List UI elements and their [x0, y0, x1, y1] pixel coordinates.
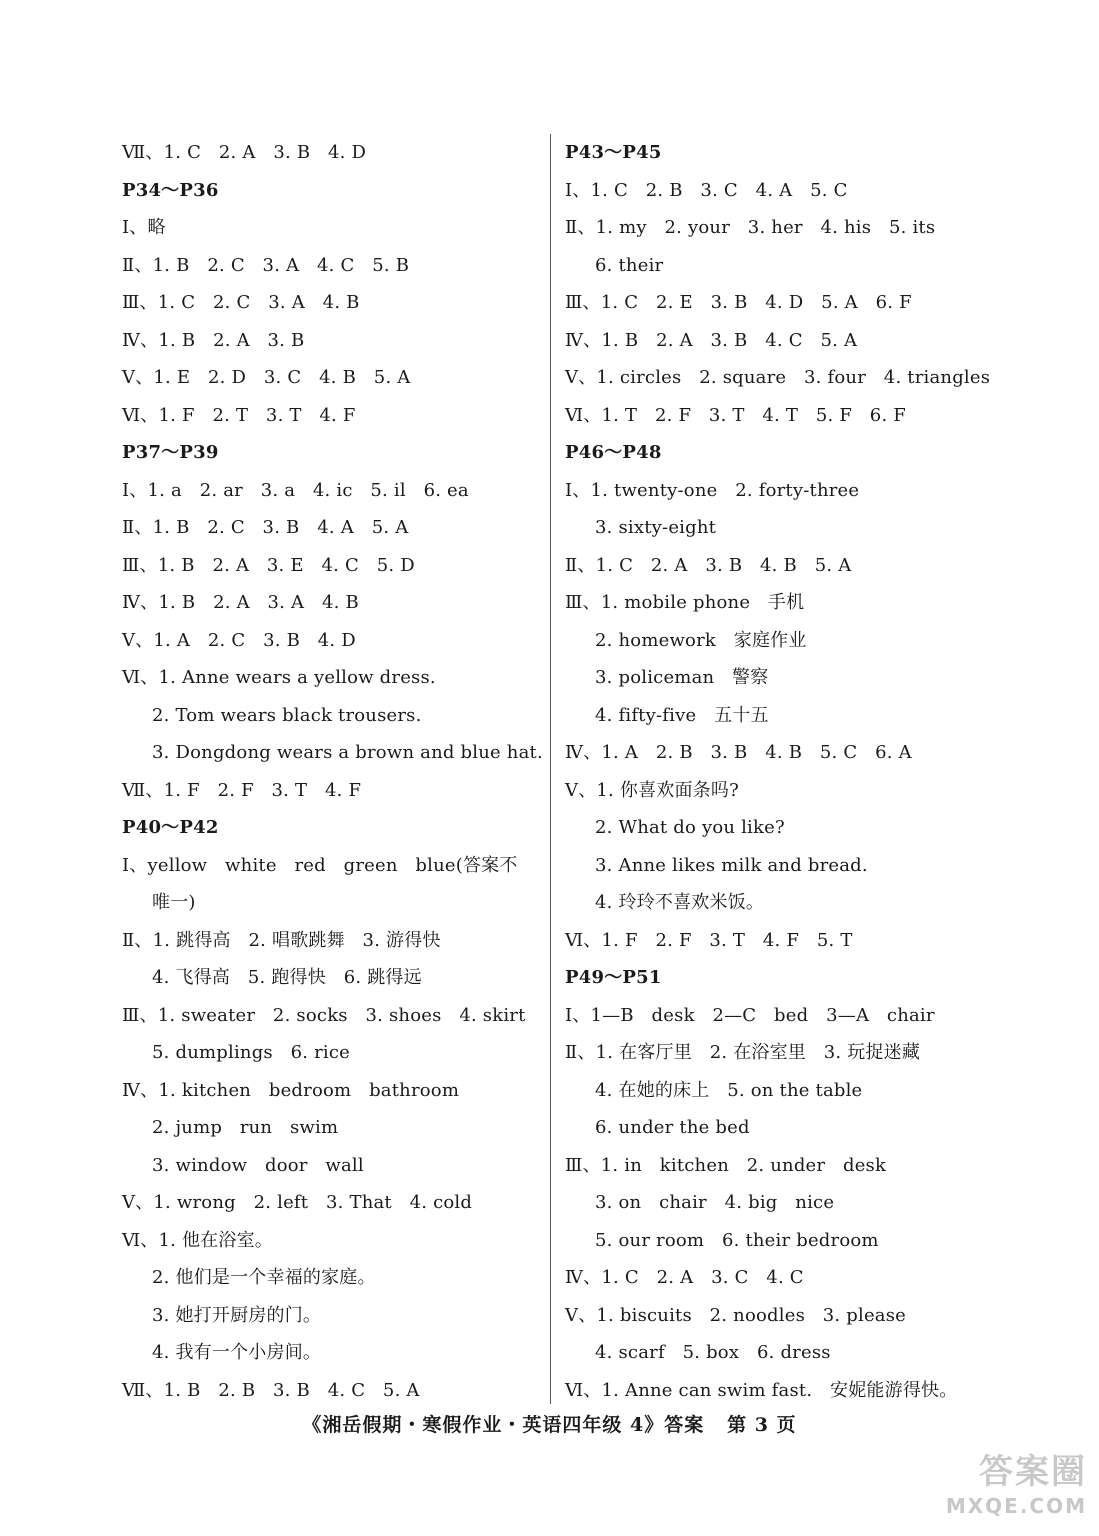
answer-line: 4. 在她的床上 5. on the table: [595, 1079, 863, 1101]
answer-line: 3. policeman 警察: [595, 667, 769, 688]
answer-line: Ⅰ、1. C 2. B 3. C 4. A 5. C: [565, 179, 848, 201]
right-column: [565, 134, 991, 1409]
answer-line: Ⅱ、1. 在客厅里 2. 在浴室里 3. 玩捉迷藏: [565, 1042, 921, 1063]
answer-line: 3. Anne likes milk and bread.: [595, 854, 868, 876]
answer-line: Ⅰ、1—B desk 2—C bed 3—A chair: [565, 1004, 935, 1026]
answer-line: 5. dumplings 6. rice: [152, 1042, 351, 1063]
answer-line: 6. their: [595, 254, 664, 276]
watermark-logo: [927, 1450, 1087, 1528]
answer-line: Ⅲ、1. B 2. A 3. E 4. C 5. D: [122, 554, 415, 576]
answer-line: Ⅶ、1. B 2. B 3. B 4. C 5. A: [122, 1379, 420, 1401]
answer-line: Ⅵ、1. Anne wears a yellow dress.: [122, 667, 436, 688]
answer-line: Ⅱ、1. C 2. A 3. B 4. B 5. A: [565, 554, 852, 576]
answer-line: Ⅲ、1. C 2. E 3. B 4. D 5. A 6. F: [565, 292, 912, 313]
watermark-url: MXQE.COM: [945, 1494, 1087, 1518]
answer-line: Ⅶ、1. C 2. A 3. B 4. D: [122, 142, 367, 163]
answer-line: 2. Tom wears black trousers.: [152, 704, 422, 726]
answer-line: 唯一): [152, 892, 196, 913]
column-divider: [550, 134, 551, 1404]
answer-line: Ⅵ、1. F 2. F 3. T 4. F 5. T: [565, 929, 853, 951]
answer-line: Ⅶ、1. F 2. F 3. T 4. F: [122, 779, 362, 801]
section-heading: P49～P51: [565, 967, 662, 988]
answer-line: Ⅵ、1. T 2. F 3. T 4. T 5. F 6. F: [565, 404, 906, 426]
answer-line: 3. window door wall: [152, 1154, 364, 1176]
section-heading: P43～P45: [565, 142, 662, 163]
answer-line: Ⅴ、1. A 2. C 3. B 4. D: [122, 629, 356, 651]
answer-line: Ⅲ、1. in kitchen 2. under desk: [565, 1154, 887, 1176]
answer-line: Ⅵ、1. Anne can swim fast. 安妮能游得快。: [565, 1379, 958, 1401]
answer-line: Ⅳ、1. B 2. A 3. A 4. B: [122, 592, 359, 613]
answer-line: Ⅴ、1. E 2. D 3. C 4. B 5. A: [122, 367, 411, 388]
answer-line: Ⅳ、1. C 2. A 3. C 4. C: [565, 1267, 804, 1288]
answer-line: Ⅲ、1. C 2. C 3. A 4. B: [122, 292, 360, 313]
answer-line: 2. homework 家庭作业: [595, 629, 807, 651]
answer-line: Ⅰ、yellow white red green blue(答案不: [122, 854, 518, 876]
section-heading: P46～P48: [565, 442, 662, 463]
answer-line: Ⅰ、略: [122, 217, 166, 238]
answer-line: 2. jump run swim: [152, 1117, 339, 1138]
answer-line: 3. Dongdong wears a brown and blue hat.: [152, 742, 543, 763]
answer-line: 3. 她打开厨房的门。: [152, 1304, 322, 1326]
section-heading: P37～P39: [122, 442, 219, 463]
answer-line: 3. sixty-eight: [595, 517, 717, 538]
answer-line: Ⅳ、1. B 2. A 3. B: [122, 329, 305, 351]
answer-line: Ⅳ、1. kitchen bedroom bathroom: [122, 1079, 460, 1101]
answer-line: Ⅵ、1. 他在浴室。: [122, 1229, 274, 1251]
answer-line: 4. fifty-five 五十五: [595, 704, 769, 726]
answer-line: Ⅲ、1. sweater 2. socks 3. shoes 4. skirt: [122, 1004, 526, 1026]
answer-line: Ⅴ、1. circles 2. square 3. four 4. triangles: [565, 367, 991, 388]
answer-line: 6. under the bed: [595, 1117, 750, 1138]
answer-line: 5. our room 6. their bedroom: [595, 1229, 879, 1251]
answer-line: Ⅱ、1. B 2. C 3. B 4. A 5. A: [122, 517, 409, 538]
left-column: [122, 134, 542, 1409]
answer-line: Ⅳ、1. A 2. B 3. B 4. B 5. C 6. A: [565, 742, 912, 763]
section-heading: P34～P36: [122, 179, 219, 201]
answer-line: Ⅱ、1. B 2. C 3. A 4. C 5. B: [122, 254, 410, 276]
answer-line: 4. 我有一个小房间。: [152, 1342, 322, 1363]
watermark-logo-text: 答案圈: [979, 1452, 1087, 1492]
answer-line: 4. scarf 5. box 6. dress: [595, 1342, 831, 1363]
answer-line: Ⅵ、1. F 2. T 3. T 4. F: [122, 404, 356, 426]
answer-line: 3. on chair 4. big nice: [595, 1192, 835, 1213]
answer-line: 4. 飞得高 5. 跑得快 6. 跳得远: [152, 967, 422, 988]
answer-line: 2. 他们是一个幸福的家庭。: [152, 1267, 376, 1288]
answer-line: Ⅴ、1. wrong 2. left 3. That 4. cold: [122, 1192, 473, 1213]
answer-line: Ⅴ、1. 你喜欢面条吗?: [565, 779, 739, 801]
answer-line: Ⅰ、1. a 2. ar 3. a 4. ic 5. il 6. ea: [122, 479, 469, 501]
answer-line: Ⅰ、1. twenty-one 2. forty-three: [565, 479, 860, 501]
answer-line: Ⅳ、1. B 2. A 3. B 4. C 5. A: [565, 329, 858, 351]
answer-line: Ⅲ、1. mobile phone 手机: [565, 592, 805, 613]
answer-line: 4. 玲玲不喜欢米饭。: [595, 892, 765, 913]
section-heading: P40～P42: [122, 817, 219, 838]
answer-line: Ⅱ、1. my 2. your 3. her 4. his 5. its: [565, 217, 936, 238]
answer-line: Ⅴ、1. biscuits 2. noodles 3. please: [565, 1304, 907, 1326]
answer-line: Ⅱ、1. 跳得高 2. 唱歌跳舞 3. 游得快: [122, 929, 441, 951]
page-footer: 《湘岳假期・寒假作业・英语四年级 4》答案 第 3 页: [302, 1414, 797, 1436]
answer-line: 2. What do you like?: [595, 817, 785, 838]
